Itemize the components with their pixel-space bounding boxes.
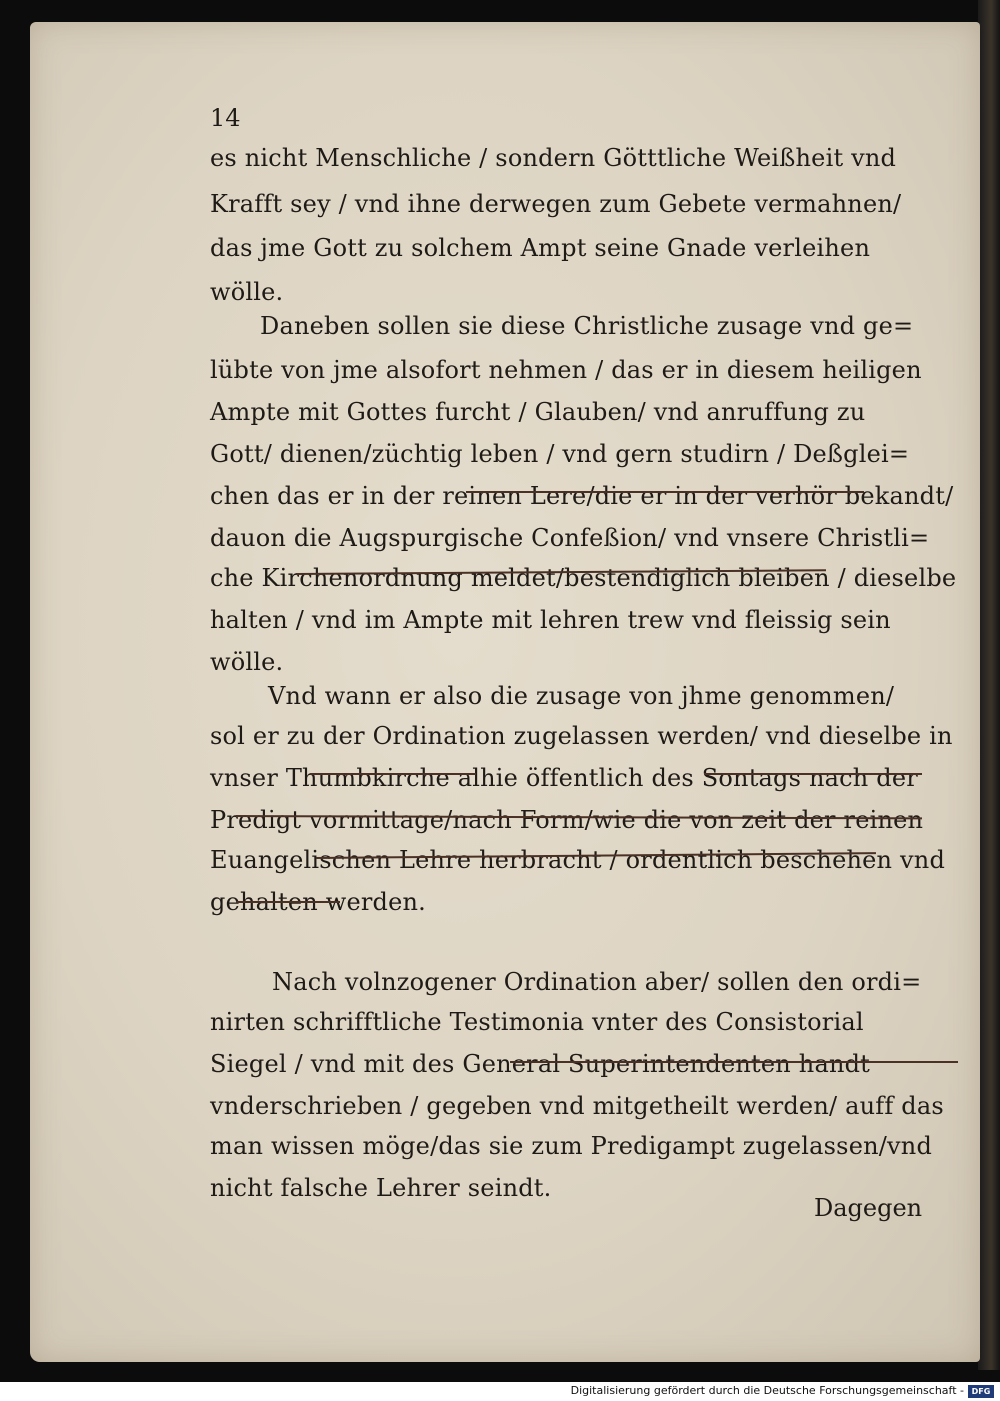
catchword: Dagegen bbox=[814, 1194, 923, 1222]
text-line: Gott/ dienen/züchtig leben / vnd gern studirn / Deßglei= bbox=[210, 440, 910, 468]
text-line: nicht falsche Lehrer seindt. bbox=[210, 1174, 552, 1202]
ink-underline bbox=[310, 773, 476, 775]
text-line: das jme Gott zu solchem Ampt seine Gnade verleihen bbox=[210, 234, 871, 262]
dfg-logo: DFG bbox=[968, 1385, 994, 1398]
text-line: halten / vnd im Ampte mit lehren trew vnd fleissig sein bbox=[210, 606, 891, 634]
page-edge bbox=[978, 0, 1000, 1370]
page-number: 14 bbox=[210, 104, 241, 132]
text-line: nirten schrifftliche Testimonia vnter des Consistorial bbox=[210, 1008, 864, 1036]
text-line: es nicht Menschliche / sondern Götttliche Weißheit vnd bbox=[210, 144, 897, 172]
text-line: che Kirchenordnung meldet/bestendiglich bleiben / dieselbe bbox=[210, 564, 957, 592]
text-line: Predigt vormittage/nach Form/wie die von zeit der reinen bbox=[210, 806, 924, 834]
ink-underline bbox=[704, 773, 922, 775]
text-line: vnser Thumbkirche alhie öffentlich des Sontags nach der bbox=[210, 764, 918, 792]
text-line: chen das er in der reinen Lere/die er in der verhör bekandt/ bbox=[210, 482, 954, 510]
text-line: Euangelischen Lehre herbracht / ordentlich beschehen vnd bbox=[210, 846, 946, 874]
text-line: Ampte mit Gottes furcht / Glauben/ vnd anruffung zu bbox=[210, 398, 866, 426]
text-line: gehalten werden. bbox=[210, 888, 427, 916]
text-line: man wissen möge/das sie zum Predigampt zugelassen/vnd bbox=[210, 1132, 933, 1160]
ink-underline bbox=[466, 491, 864, 493]
text-line: dauon die Augspurgische Confeßion/ vnd vnsere Christli= bbox=[210, 524, 930, 552]
text-line: Vnd wann er also die zusage von jhme genommen/ bbox=[268, 682, 895, 710]
text-line: wölle. bbox=[210, 278, 284, 306]
digitization-footer bbox=[0, 1382, 1000, 1401]
text-line: vnderschrieben / gegeben vnd mitgetheilt werden/ auff das bbox=[210, 1092, 944, 1120]
ink-underline bbox=[510, 1061, 958, 1063]
text-line: sol er zu der Ordination zugelassen werden/ vnd dieselbe in bbox=[210, 722, 953, 750]
ink-underline bbox=[236, 901, 340, 903]
text-line: wölle. bbox=[210, 648, 284, 676]
text-line: lübte von jme alsofort nehmen / das er in diesem heiligen bbox=[210, 356, 922, 384]
text-line: Krafft sey / vnd ihne derwegen zum Gebete vermahnen/ bbox=[210, 190, 902, 218]
footer-credit: Digitalisierung gefördert durch die Deutsche Forschungsgemeinschaft - bbox=[570, 1384, 964, 1397]
text-line: Siegel / vnd mit des General Superintendenten handt bbox=[210, 1050, 871, 1078]
text-line: Nach volnzogener Ordination aber/ sollen den ordi= bbox=[272, 968, 922, 996]
text-line: Daneben sollen sie diese Christliche zusage vnd ge= bbox=[260, 312, 914, 340]
